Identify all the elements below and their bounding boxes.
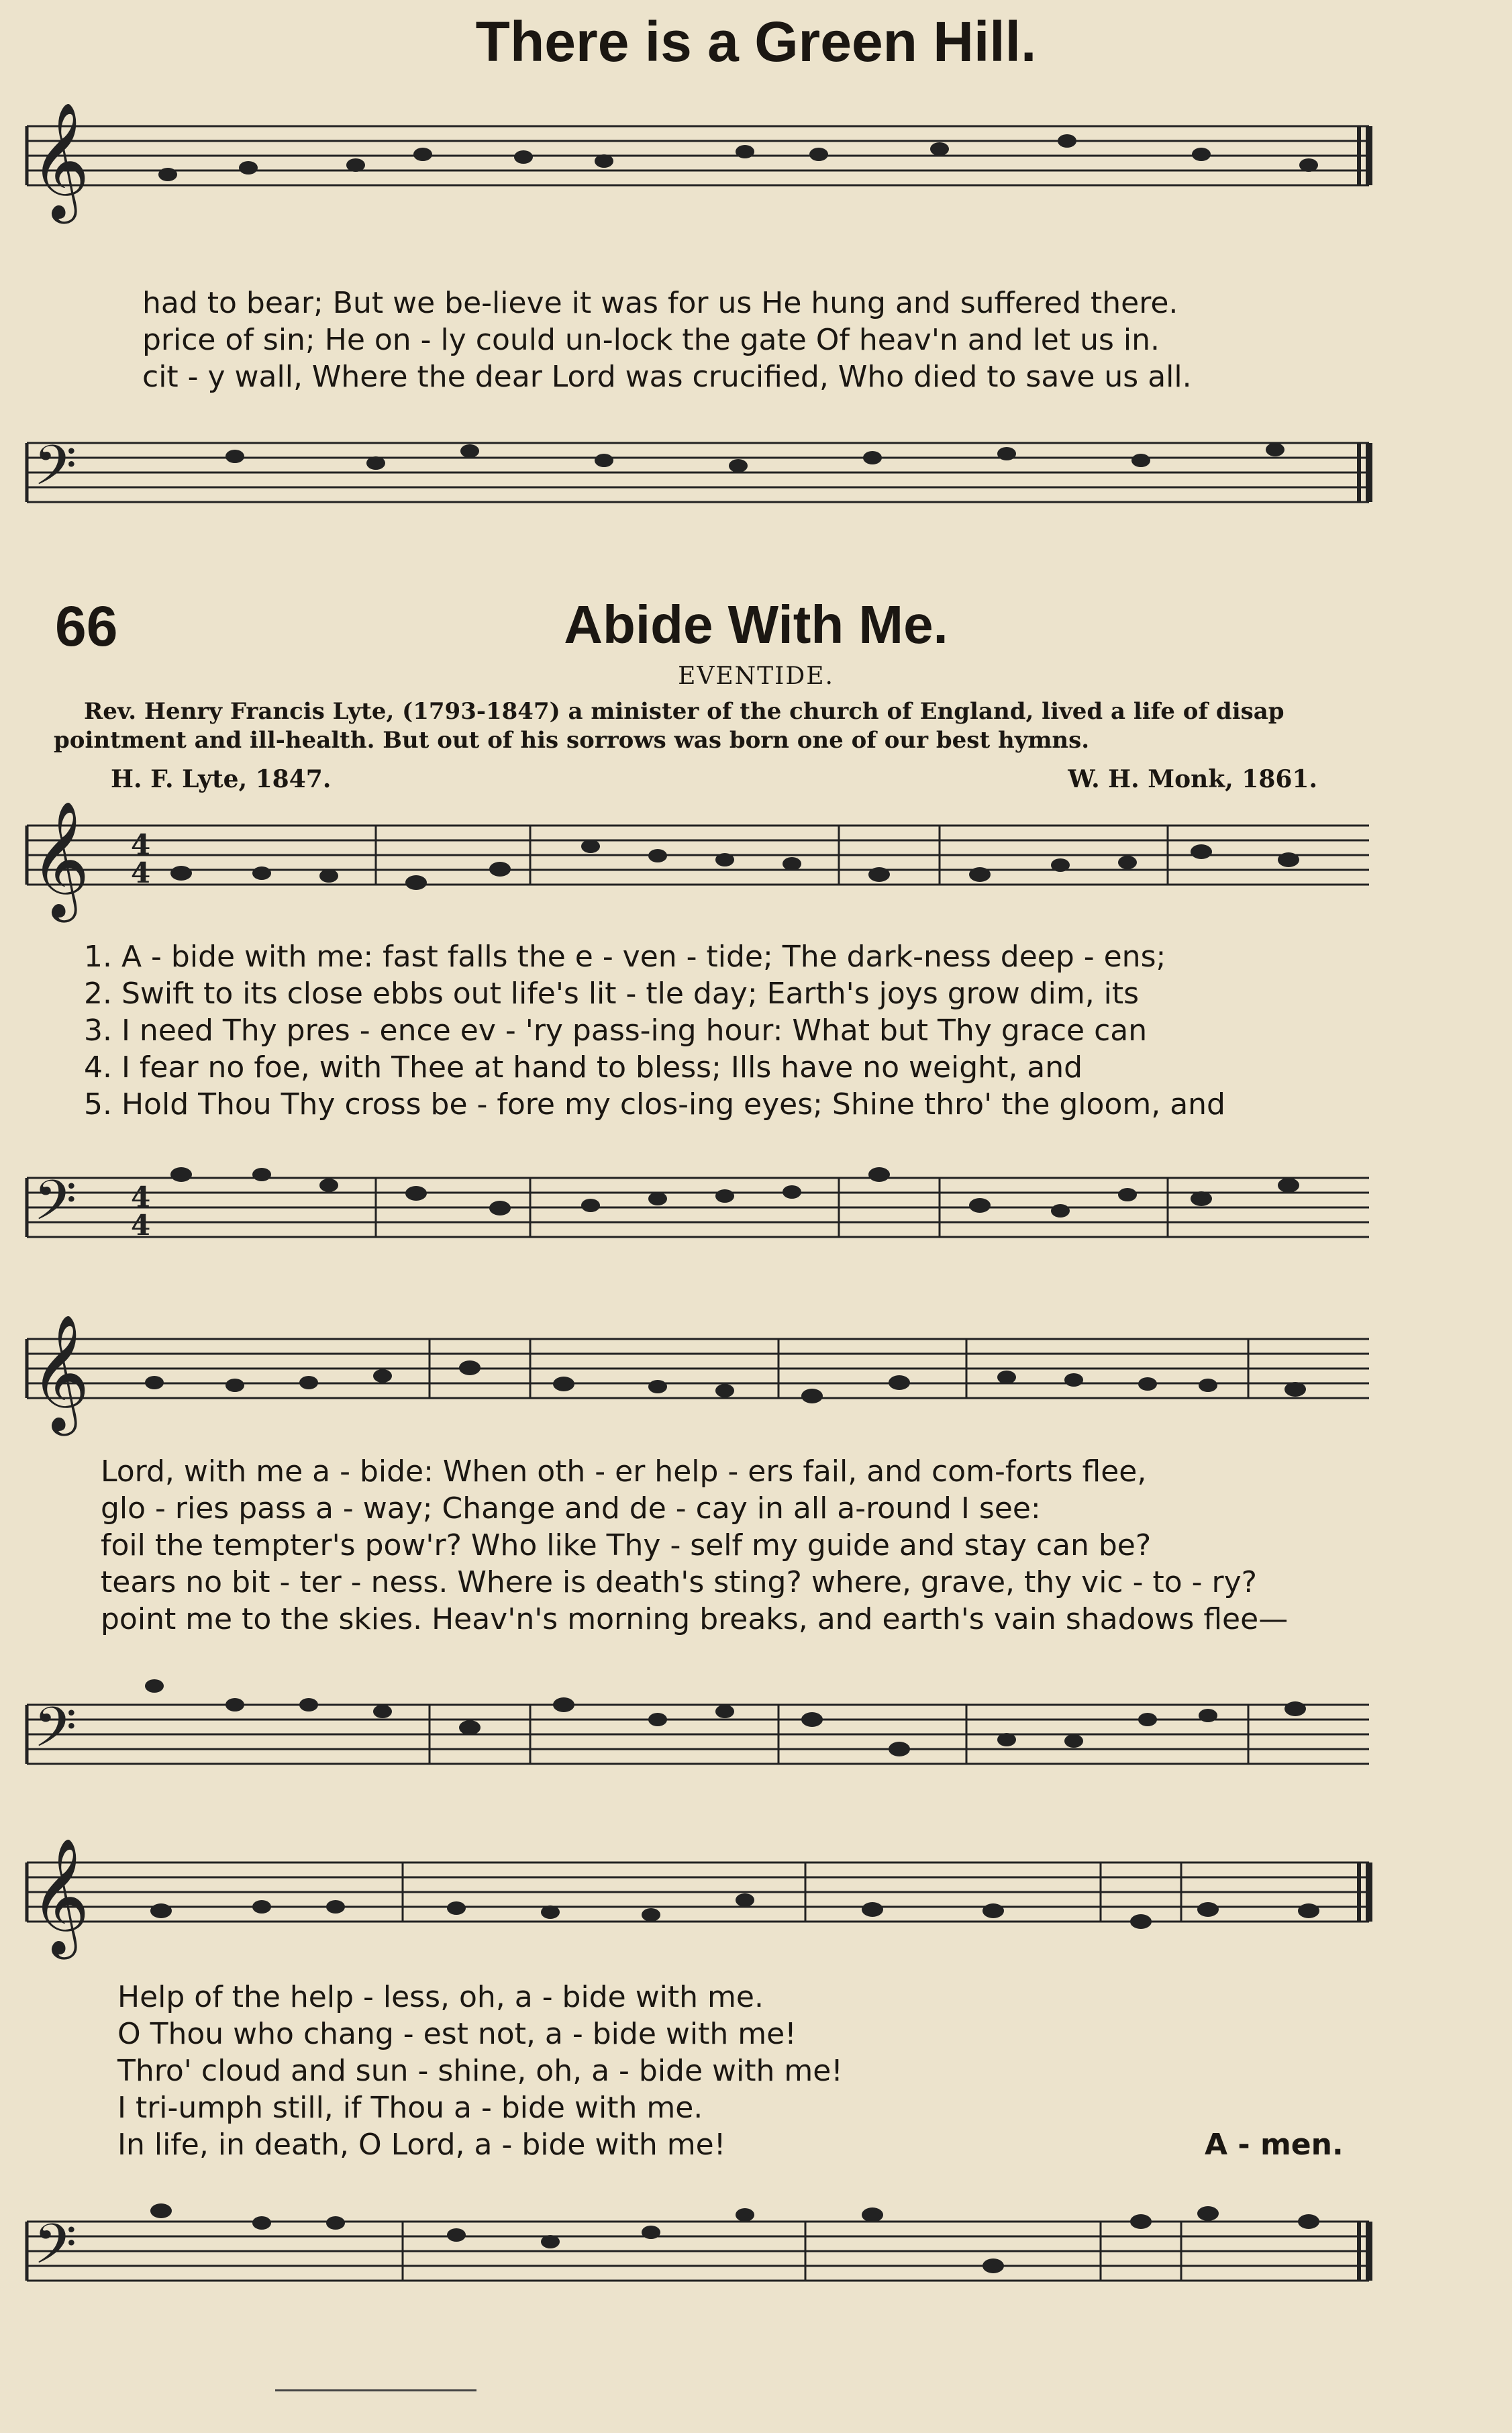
svg-text:4: 4 <box>131 1181 151 1213</box>
system3-bass-staff <box>0 2181 1512 2329</box>
amen-label: A - men. <box>1205 2128 1344 2162</box>
svg-text:4: 4 <box>131 856 151 889</box>
prev-lyric-line: cit - y wall, Where the dear Lord was crucified, Who died to save us all. <box>142 360 1192 394</box>
system1-treble-staff <box>0 802 1512 936</box>
verse-line: In life, in death, O Lord, a - bide with me! <box>117 2128 726 2162</box>
composer-credit: W. H. Monk, 1861. <box>1068 765 1317 793</box>
svg-text:𝄢: 𝄢 <box>34 1695 77 1773</box>
prev-hymn-title: There is a Green Hill. <box>475 10 1037 73</box>
verse-line: O Thou who chang - est not, a - bide with me! <box>117 2017 797 2051</box>
verse-line: 3. I need Thy pres - ence ev - 'ry pass-ing hour: What but Thy grace can <box>84 1013 1148 1048</box>
verse-line: point me to the skies. Heav'n's morning breaks, and earth's vain shadows flee— <box>101 1602 1289 1636</box>
system2-bass-staff <box>0 1665 1512 1799</box>
hymn-number: 66 <box>55 595 118 658</box>
history-note-line2: pointment and ill-health. But out of his sorrows was born one of our best hymns. <box>54 727 1090 754</box>
prev-treble-staff <box>0 101 1512 262</box>
verse-line: 5. Hold Thou Thy cross be - fore my clos-ing eyes; Shine thro' the gloom, and <box>84 1087 1225 1122</box>
svg-text:𝄢: 𝄢 <box>34 1168 77 1246</box>
svg-text:4: 4 <box>131 828 151 861</box>
system3-treble-staff <box>0 1836 1512 1970</box>
verse-line: 4. I fear no foe, with Thee at hand to bless; Ills have no weight, and <box>84 1050 1083 1085</box>
svg-text:4: 4 <box>131 1209 151 1242</box>
svg-text:𝄞: 𝄞 <box>30 1314 90 1431</box>
prev-bass-staff <box>0 416 1512 550</box>
verse-line: glo - ries pass a - way; Change and de - cay in all a-round I see: <box>101 1491 1041 1526</box>
svg-text:𝄢: 𝄢 <box>34 2212 77 2290</box>
verse-line: 1. A - bide with me: fast falls the e - ven - tide; The dark-ness deep - ens; <box>84 940 1166 974</box>
svg-text:𝄞: 𝄞 <box>30 102 90 219</box>
verse-line: Help of the help - less, oh, a - bide with me. <box>117 1980 764 2014</box>
svg-text:𝄞: 𝄞 <box>30 801 90 917</box>
system2-treble-staff <box>0 1315 1512 1450</box>
verse-line: I tri-umph still, if Thou a - bide with me. <box>117 2091 703 2125</box>
verse-line: Thro' cloud and sun - shine, oh, a - bide with me! <box>117 2054 843 2088</box>
page-bottom-rule <box>275 2389 476 2391</box>
prev-lyric-line: had to bear; But we be-lieve it was for us He hung and suffered there. <box>142 286 1178 320</box>
system1-bass-staff <box>0 1141 1512 1275</box>
svg-text:𝄞: 𝄞 <box>30 1838 90 1954</box>
tune-name: EVENTIDE. <box>678 662 834 690</box>
prev-lyric-line: price of sin; He on - ly could un-lock the gate Of heav'n and let us in. <box>142 323 1160 357</box>
verse-line: foil the tempter's pow'r? Who like Thy - self my guide and stay can be? <box>101 1528 1152 1562</box>
author-credit: H. F. Lyte, 1847. <box>111 765 332 793</box>
history-note-line1: Rev. Henry Francis Lyte, (1793-1847) a minister of the church of England, lived a life of disap <box>84 698 1284 725</box>
verse-line: Lord, with me a - bide: When oth - er help - ers fail, and com-forts flee, <box>101 1454 1147 1489</box>
verse-line: 2. Swift to its close ebbs out life's lit - tle day; Earth's joys grow dim, its <box>84 977 1140 1011</box>
hymn-title: Abide With Me. <box>564 595 948 654</box>
svg-text:𝄢: 𝄢 <box>34 433 77 511</box>
verse-line: tears no bit - ter - ness. Where is death's sting? where, grave, thy vic - to - ry? <box>101 1565 1257 1599</box>
